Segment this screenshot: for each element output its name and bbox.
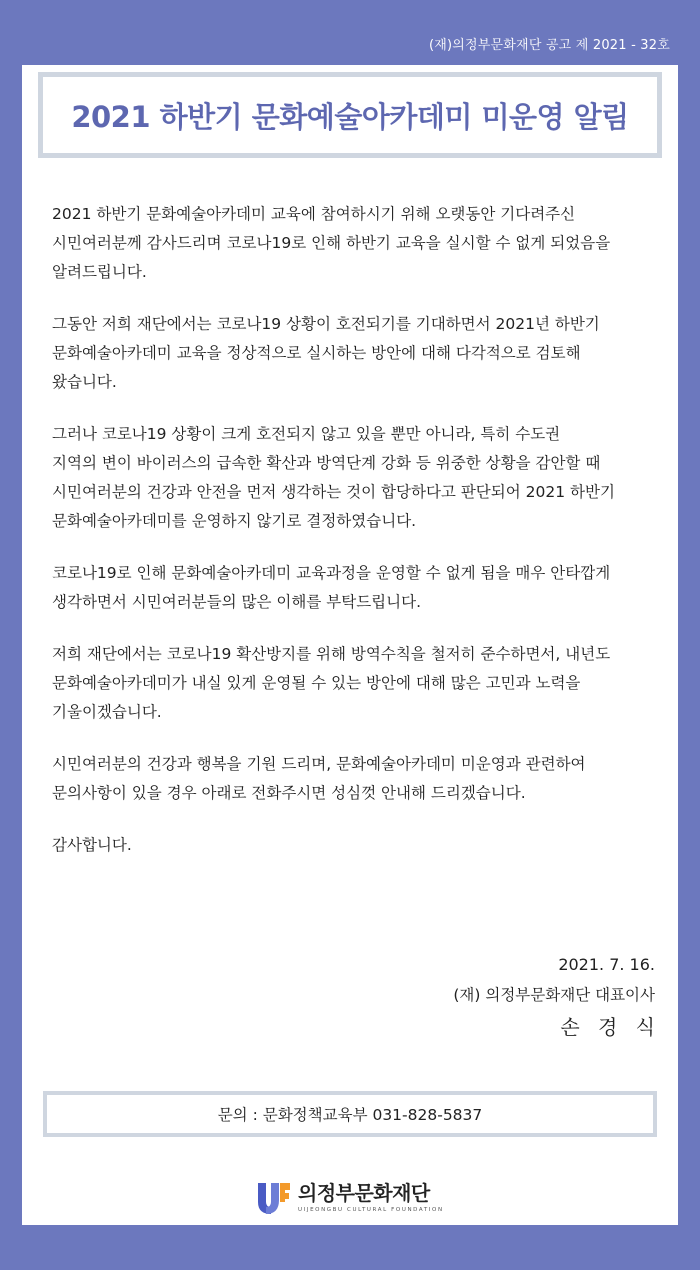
notice-number: (재)의정부문화재단 공고 제 2021 - 32호: [428, 38, 670, 53]
signer-organization: (재) 의정부문화재단 대표이사: [453, 986, 655, 1004]
signer-name: 손 경 식: [560, 1015, 661, 1039]
notice-date: 2021. 7. 16.: [558, 955, 655, 974]
uijeongbu-foundation-logo-icon: [256, 1180, 292, 1216]
title-box: [38, 72, 662, 158]
paragraph: 코로나19로 인해 문화예술아카데미 교육과정을 운영할 수 없게 됨을 매우 안타깝게 생각하면서 시민여러분들의 많은 이해를 부탁드립니다.: [52, 564, 611, 611]
paragraph: 감사합니다.: [52, 836, 132, 854]
notice-title: 2021 하반기 문화예술아카데미 미운영 알림: [71, 99, 629, 134]
notice-body: [52, 200, 672, 883]
paragraph: 2021 하반기 문화예술아카데미 교육에 참여하시기 위해 오랫동안 기다려주신 시민여러분께 감사드리며 코로나19로 인해 하반기 교육을 실시할 수 없게 되었음을 알려드립니다.: [52, 205, 611, 281]
signature-block: [453, 950, 661, 1044]
contact-info: 문의 : 문화정책교육부 031-828-5837: [217, 1106, 483, 1124]
paragraph: 저희 재단에서는 코로나19 확산방지를 위해 방역수칙을 철저히 준수하면서, 내년도 문화예술아카데미가 내실 있게 운영될 수 있는 방안에 대해 많은 고민과 노력을 기울이겠습니다.: [52, 645, 611, 721]
contact-box: [43, 1091, 657, 1137]
paragraph: 시민여러분의 건강과 행복을 기원 드리며, 문화예술아카데미 미운영과 관련하여 문의사항이 있을 경우 아래로 전화주시면 성심껏 안내해 드리겠습니다.: [52, 755, 586, 802]
paragraph: 그러나 코로나19 상황이 크게 호전되지 않고 있을 뿐만 아니라, 특히 수도권 지역의 변이 바이러스의 급속한 확산과 방역단계 강화 등 위중한 상황을 감안할 때 시민여러분의 건강과 안전을 먼저 생각하는 것이 합당하다고 판단되어 2021 하반기 문화예술아카데미를 운영하지 않기로 결정하였습니다.: [52, 425, 615, 530]
logo-text: [298, 1182, 444, 1214]
foundation-logo: [256, 1178, 444, 1218]
logo-name-english: UIJEONGBU CULTURAL FOUNDATION: [298, 1207, 444, 1213]
logo-name-korean: 의정부문화재단: [298, 1181, 430, 1205]
paragraph: 그동안 저희 재단에서는 코로나19 상황이 호전되기를 기대하면서 2021년 하반기 문화예술아카데미 교육을 정상적으로 실시하는 방안에 대해 다각적으로 검토해 왔습니다.: [52, 315, 600, 391]
